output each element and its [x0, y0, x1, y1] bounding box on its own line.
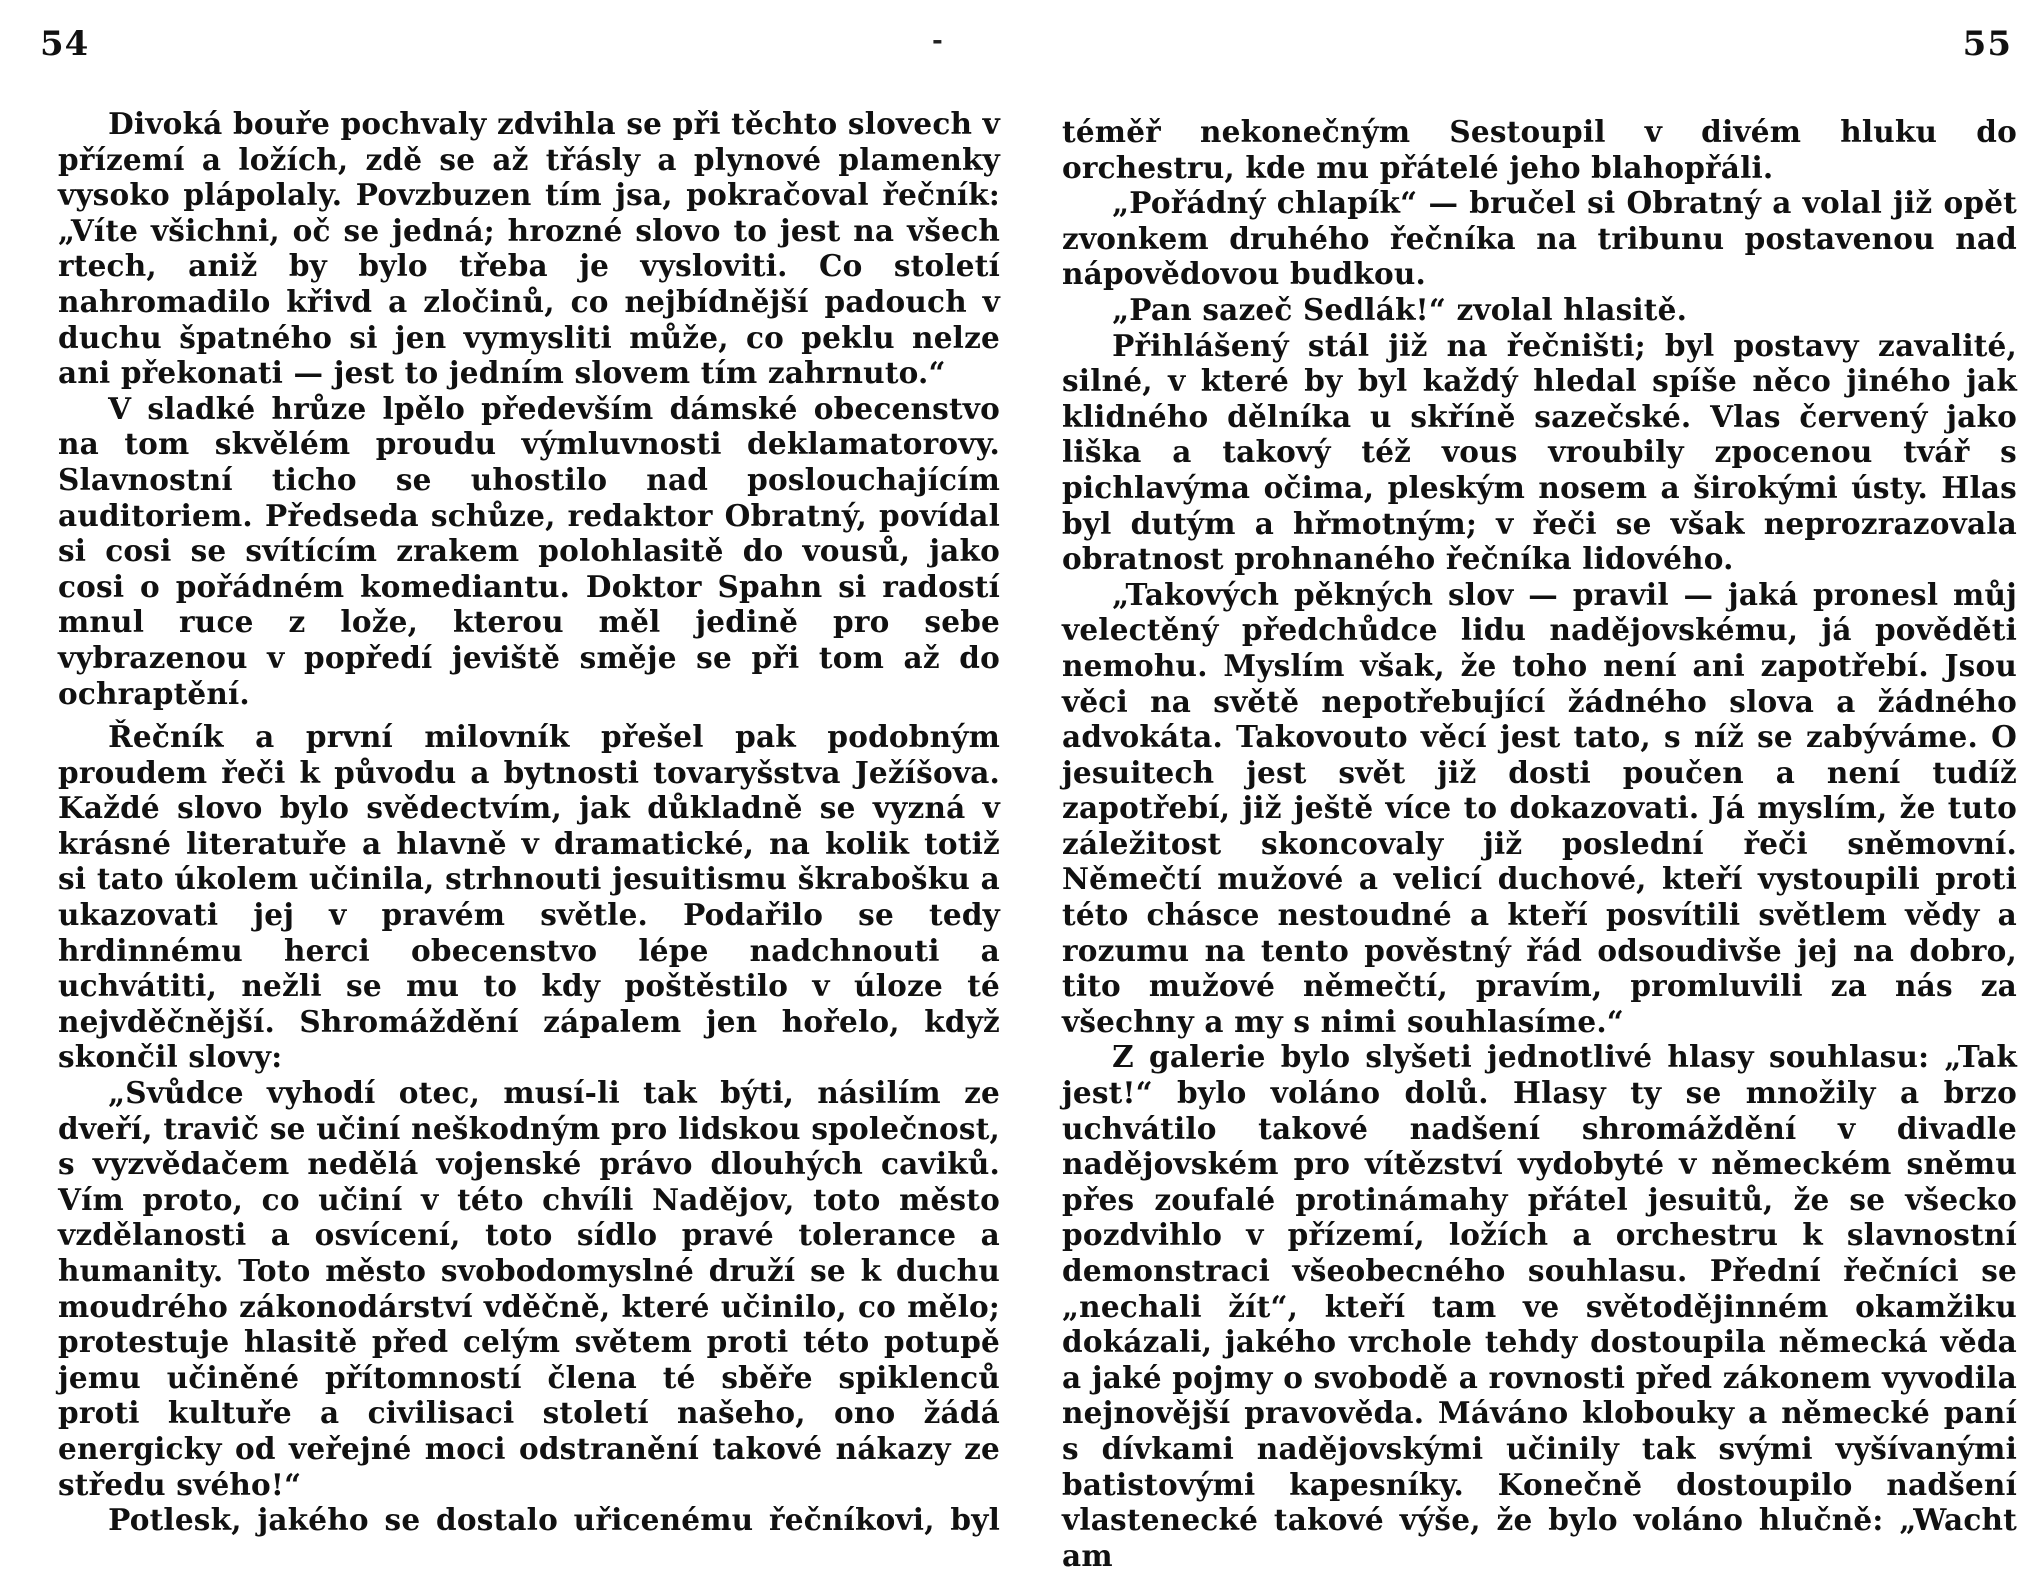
paragraph: Potlesk, jakého se dostalo uřicenému řečníkovi, byl: [108, 1502, 1000, 1538]
page-number-left: 54: [40, 24, 90, 64]
left-page: [0, 0, 1015, 1538]
right-text-column: [1062, 114, 2017, 1573]
paragraph: „Pořádný chlapík“ — bručel si Obratný a volal již opět zvonkem druhého řečníka na tribunu postavenou nad nápovědovou budkou.: [1062, 185, 2017, 292]
paragraph: téměř nekonečným Sestoupil v divém hluku do orchestru, kde mu přátelé jeho blahopřáli.: [1062, 114, 2017, 185]
quoted-paragraph: „Svůdce vyhodí otec, musí-li tak býti, násilím ze dveří, travič se učiní neškodným pro lidskou společnost, s vyzvědačem nedělá vojenské právo dlouhých caviků. Vím proto, co učiní v této chvíli Nadějov, toto město vzdělanosti a osvícení, toto sídlo pravé tolerance a humanity. Toto město svobodomyslné druží se k duchu moudrého zákonodárství vděčně, které učinilo, co mělo; protestuje hlasitě před celým světem proti této potupě jemu učiněné přítomností člena té sběře spiklenců proti kultuře a civilisaci století našeho, ono žádá energicky od veřejné moci odstranění takové nákazy ze středu svého!“: [58, 1075, 1000, 1502]
paragraph: „Pan sazeč Sedlák!“ zvolal hlasitě.: [1112, 291, 1688, 327]
quoted-paragraph: „Takových pěkných slov — pravil — jaká pronesl můj velectěný předchůdce lidu nadějovskému, já pověděti nemohu. Myslím však, že toho není ani zapotřebí. Jsou věci na světě nepotřebující žádného slova a žádného advokáta. Takovouto věcí jest tato, s níž se zabýváme. O jesuitech jest svět již dosti poučen a není tudíž zapotřebí, již ještě více to dokazovati. Já myslím, že tuto záležitost skoncovaly již poslední řeči sněmovní. Němečtí mužové a velicí duchové, kteří vystoupili proti této chásce nestoudné a kteří posvítili světlem vědy a rozumu na tento pověstný řád odsoudivše jej na dobro, tito mužové němečtí, pravím, promluvili za nás za všechny a my s nimi souhlasíme.“: [1062, 576, 2017, 1039]
paragraph: Z galerie bylo slyšeti jednotlivé hlasy souhlasu: „Tak jest!“ bylo voláno dolů. Hlasy ty se množily a brzo uchvátilo takové nadšení shromáždění v divadle nadějovském pro vítězství vydobyté v německém sněmu přes zoufalé protinámahy přátel jesuitů, že se všecko pozdvihlo v přízemí, ložích a orchestru k slavnostní demonstraci všeobecného souhlasu. Přední řečníci se „nechali žít“, kteří tam ve světodějinném okamžiku dokázali, jakého vrchole tehdy dostoupila německá věda a jaké pojmy o svobodě a rovnosti před zákonem vyvodila nejnovější pravověda. Máváno klobouky a německé paní s dívkami nadějovskými učinily tak svými vyšívanými batistovými kapesníky. Konečně dostoupilo nadšení vlastenecké takové výše, že bylo voláno hlučně: „Wacht am: [1062, 1039, 2017, 1573]
right-page: [1015, 0, 2030, 1573]
paragraph: V sladké hrůze lpělo především dámské obecenstvo na tom skvělém proudu výmluvnosti deklamatorovy. Slavnostní ticho se uhostilo nad poslouchajícím auditoriem. Předseda schůze, redaktor Obratný, povídal si cosi se svítícím zrakem polohlasitě do vousů, jako cosi o pořádném komediantu. Doktor Spahn si radostí mnul ruce z lože, kterou měl jedině pro sebe vybrazenou v popředí jeviště směje se při tom až do ochraptění.: [58, 390, 1000, 711]
left-text-column: [58, 106, 1000, 1538]
paragraph: Divoká bouře pochvaly zdvihla se při těchto slovech v přízemí a ložích, zdě se až třásly a plynové plamenky vysoko plápolaly. Povzbuzen tím jsa, pokračoval řečník: „Víte všichni, oč se jedná; hrozné slovo to jest na všech rtech, aniž by bylo třeba je vysloviti. Co století nahromadilo křivd a zločinů, co nejbídnější padouch v duchu špatného si jen vymysliti může, co peklu nelze ani překonati — jest to jedním slovem tím zahrnuto.“: [58, 106, 1000, 391]
page-number-right: 55: [1962, 24, 2012, 64]
paragraph: Přihlášený stál již na řečništi; byl postavy zavalité, silné, v které by byl každý hledal spíše něco jiného jak klidného dělníka u skříně sazečské. Vlas červený jako liška a takový též vous vroubily zpocenou tvář s pichlavýma očima, pleským nosem a širokými ústy. Hlas byl dutým a hřmotným; v řeči se však neprozrazovala obratnost prohnaného řečníka lidového.: [1062, 327, 2017, 577]
printer-dash-mark: -: [932, 26, 943, 56]
paragraph: Řečník a první milovník přešel pak podobným proudem řeči k původu a bytnosti tovaryšstva Ježíšova. Každé slovo bylo svědectvím, jak důkladně se vyzná v krásné literatuře a hlavně v dramatické, na kolik totiž si tato úkolem učinila, strhnouti jesuitismu škrabošku a ukazovati jej v pravém světle. Podařilo se tedy hrdinnému herci obecenstvo lépe nadchnouti a uchvátiti, nežli se mu to kdy poštěstilo v úloze té nejvděčnější. Shromáždění zápalem jen hořelo, když skončil slovy:: [58, 719, 1000, 1075]
